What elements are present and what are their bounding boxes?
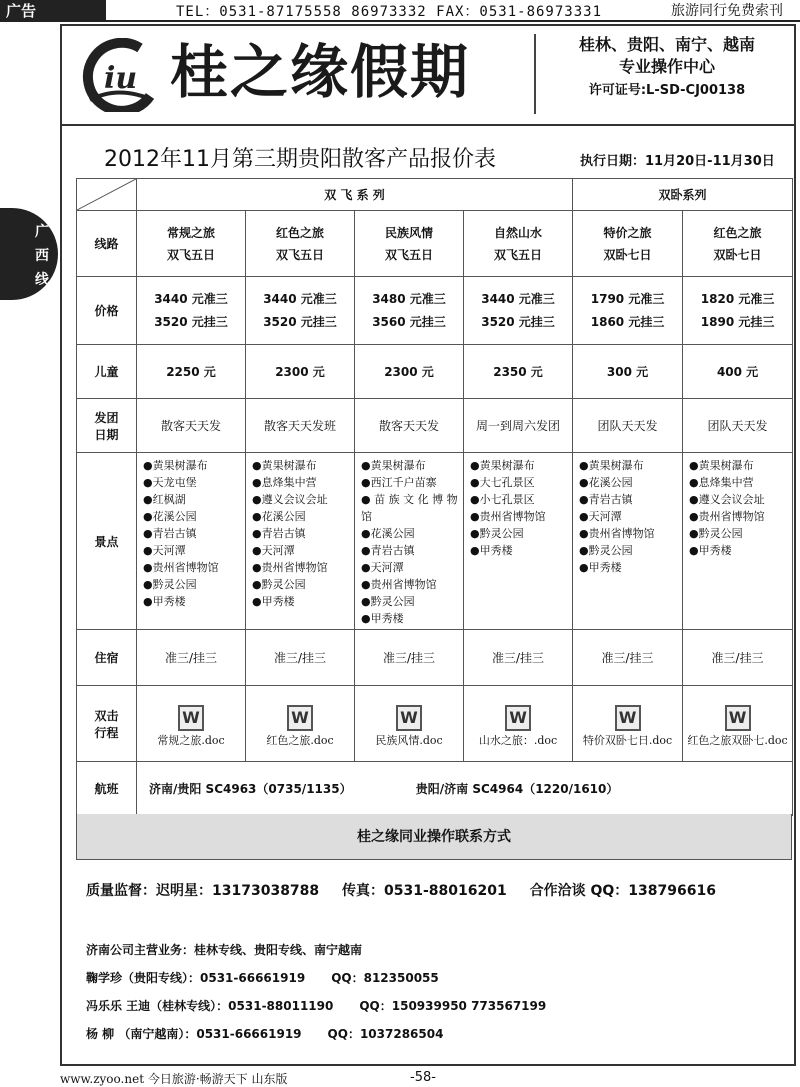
- depart-cell: 散客天天发: [137, 399, 246, 453]
- brand-name: 桂之缘假期: [170, 38, 471, 106]
- corner-cell: [77, 179, 137, 211]
- exec-date: 执行日期：11月20日-11月30日: [580, 154, 775, 169]
- sights-cell: ●黄果树瀑布 ●西江千户苗寨 ● 苗 族 文 化 博 物 馆 ●花溪公园 ●青岩古镇 ●天河潭 ●贵州省博物馆 ●黔灵公园 ●甲秀楼: [355, 453, 464, 630]
- row-label-flight: 航班: [77, 762, 137, 816]
- price-cell: 3440 元准三 3520 元挂三: [464, 277, 573, 345]
- word-doc-icon: W: [396, 705, 422, 731]
- depart-cell: 周一到周六发团: [464, 399, 573, 453]
- region-tab: [0, 208, 58, 300]
- series-header-air: 双 飞 系 列: [137, 179, 573, 211]
- itinerary-doc-link[interactable]: W 红色之旅双卧七.doc: [683, 686, 793, 762]
- sights-cell: ●黄果树瀑布 ●息烽集中营 ●遵义会议会址 ●花溪公园 ●青岩古镇 ●天河潭 ●贵州省博物馆 ●黔灵公园 ●甲秀楼: [246, 453, 355, 630]
- ad-label: 广告: [0, 0, 106, 22]
- series-header-train: 双卧系列: [573, 179, 793, 211]
- lodging-cell: 准三/挂三: [573, 630, 683, 686]
- word-doc-icon: W: [615, 705, 641, 731]
- quality-contact: 质量监督：迟明星：13173038788: [86, 883, 320, 899]
- child-price: 2250 元: [137, 345, 246, 399]
- child-price: 400 元: [683, 345, 793, 399]
- table-row: [77, 345, 793, 399]
- route-cell: 红色之旅 双飞五日: [246, 211, 355, 277]
- logo-icon: [70, 38, 162, 112]
- table-row: [77, 453, 793, 630]
- route-cell: 民族风情 双飞五日: [355, 211, 464, 277]
- price-table: [76, 178, 793, 816]
- page-footer: [60, 1068, 800, 1087]
- header-center: 专业操作中心: [618, 57, 715, 76]
- license-number: 许可证号:L-SD-CJ00138: [588, 83, 746, 98]
- lodging-cell: 准三/挂三: [683, 630, 793, 686]
- header-divider: [534, 34, 536, 114]
- tel-fax-line: TEL：0531-87175558 86973332 FAX：0531-86973331: [176, 4, 603, 20]
- price-cell: 1790 元准三 1860 元挂三: [573, 277, 683, 345]
- row-label-route: 线路: [77, 211, 137, 277]
- lodging-cell: 准三/挂三: [464, 630, 573, 686]
- top-bar: [0, 0, 800, 22]
- contact-summary: [86, 880, 734, 900]
- list-item: 冯乐乐 王迪（桂林专线）：0531-88011190 QQ：150939950 773567199: [86, 999, 547, 1013]
- table-row: [77, 211, 793, 277]
- table-row: [77, 399, 793, 453]
- word-doc-icon: W: [287, 705, 313, 731]
- route-cell: 常规之旅 双飞五日: [137, 211, 246, 277]
- depart-cell: 散客天天发: [355, 399, 464, 453]
- region-tab-label: 广 西 线: [35, 224, 49, 288]
- contact-list: [86, 936, 546, 1048]
- flight-outbound: 济南/贵阳 SC4963（0735/1135）: [149, 782, 352, 796]
- price-cell: 3440 元准三 3520 元挂三: [137, 277, 246, 345]
- lodging-cell: 准三/挂三: [137, 630, 246, 686]
- route-cell: 特价之旅 双卧七日: [573, 211, 683, 277]
- flight-info: [137, 762, 793, 816]
- header-info: [544, 34, 790, 104]
- price-cell: 3440 元准三 3520 元挂三: [246, 277, 355, 345]
- sights-cell: ●黄果树瀑布 ●天龙屯堡 ●红枫湖 ●花溪公园 ●青岩古镇 ●天河潭 ●贵州省博物馆 ●黔灵公园 ●甲秀楼: [137, 453, 246, 630]
- row-label-child: 儿童: [77, 345, 137, 399]
- sights-cell: ●黄果树瀑布 ●息烽集中营 ●遵义会议会址 ●贵州省博物馆 ●黔灵公园 ●甲秀楼: [683, 453, 793, 630]
- footer-site: www.zyoo.net 今日旅游·畅游天下 山东版: [60, 1072, 288, 1086]
- row-label-depart: 发团 日期: [77, 399, 137, 453]
- child-price: 2300 元: [355, 345, 464, 399]
- brand-header: [60, 24, 796, 126]
- business-line: 济南公司主营业务：桂林专线、贵阳专线、南宁越南: [86, 943, 363, 957]
- list-item: 杨 柳 （南宁越南）：0531-66661919 QQ：1037286504: [86, 1027, 444, 1041]
- price-cell: 1820 元准三 1890 元挂三: [683, 277, 793, 345]
- sights-cell: ●黄果树瀑布 ●花溪公园 ●青岩古镇 ●天河潭 ●贵州省博物馆 ●黔灵公园 ●甲秀楼: [573, 453, 683, 630]
- depart-cell: 团队天天发: [683, 399, 793, 453]
- depart-cell: 团队天天发: [573, 399, 683, 453]
- itinerary-doc-link[interactable]: W 特价双卧七日.doc: [573, 686, 683, 762]
- row-label-sights: 景点: [77, 453, 137, 630]
- word-doc-icon: W: [505, 705, 531, 731]
- table-row: [77, 762, 793, 816]
- route-cell: 红色之旅 双卧七日: [683, 211, 793, 277]
- child-price: 2350 元: [464, 345, 573, 399]
- word-doc-icon: W: [725, 705, 751, 731]
- page-title: 2012年11月第三期贵阳散客产品报价表: [104, 147, 496, 172]
- page-number: -58-: [410, 1070, 436, 1085]
- lodging-cell: 准三/挂三: [246, 630, 355, 686]
- index-label: 旅游同行免费索刊: [654, 0, 800, 22]
- sights-cell: ●黄果树瀑布 ●大七孔景区 ●小七孔景区 ●贵州省博物馆 ●黔灵公园 ●甲秀楼: [464, 453, 573, 630]
- header-cities: 桂林、贵阳、南宁、越南: [578, 35, 755, 54]
- row-label-lodging: 住宿: [77, 630, 137, 686]
- word-doc-icon: W: [178, 705, 204, 731]
- child-price: 300 元: [573, 345, 683, 399]
- child-price: 2300 元: [246, 345, 355, 399]
- fax-number: 传真：0531-88016201: [342, 883, 507, 899]
- logo-text: iu: [104, 61, 138, 96]
- table-row: [77, 630, 793, 686]
- lodging-cell: 准三/挂三: [355, 630, 464, 686]
- price-cell: 3480 元准三 3560 元挂三: [355, 277, 464, 345]
- table-row: [77, 277, 793, 345]
- flight-return: 贵阳/济南 SC4964（1220/1610）: [415, 782, 619, 796]
- itinerary-doc-link[interactable]: W 山水之旅：.doc: [464, 686, 573, 762]
- itinerary-doc-link[interactable]: W 民族风情.doc: [355, 686, 464, 762]
- itinerary-doc-link[interactable]: W 红色之旅.doc: [246, 686, 355, 762]
- list-item: 鞠学珍（贵阳专线）：0531-66661919 QQ：812350055: [86, 971, 439, 985]
- row-label-itinerary: 双击 行程: [77, 686, 137, 762]
- table-row: [77, 686, 793, 762]
- contact-heading: 桂之缘同业操作联系方式: [76, 814, 792, 860]
- route-cell: 自然山水 双飞五日: [464, 211, 573, 277]
- depart-cell: 散客天天发班: [246, 399, 355, 453]
- itinerary-doc-link[interactable]: W 常规之旅.doc: [137, 686, 246, 762]
- cooperation-qq: 合作洽谈 QQ：138796616: [529, 883, 716, 899]
- row-label-price: 价格: [77, 277, 137, 345]
